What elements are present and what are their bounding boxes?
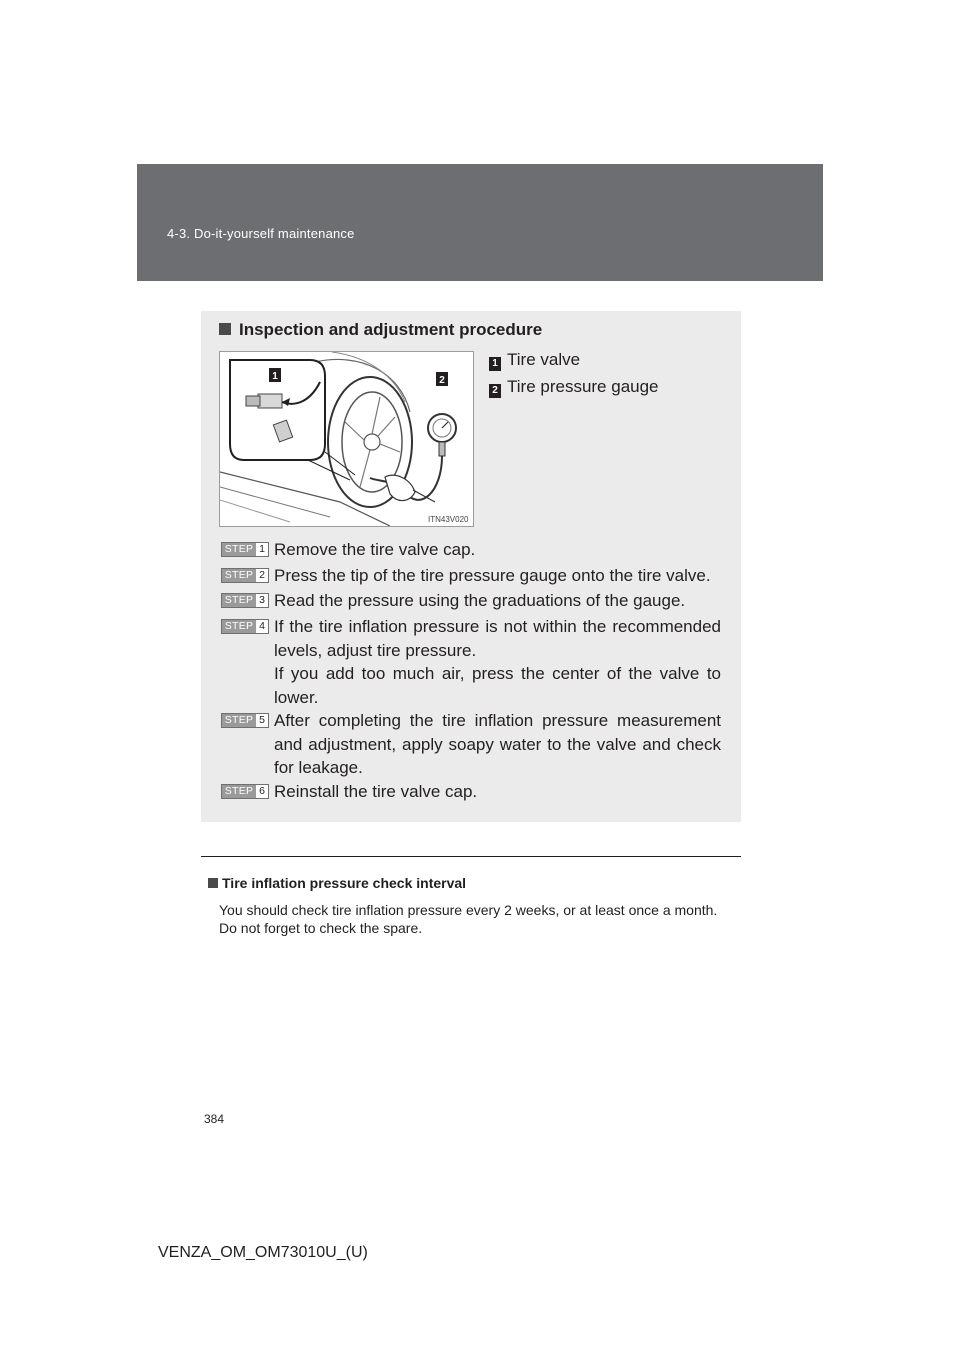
callout-2 <box>489 377 659 397</box>
section-divider <box>201 856 741 857</box>
step-4 <box>221 615 721 709</box>
step-text: If the tire inflation pressure is not within the recommended levels, adjust tire pressure. <box>274 617 721 660</box>
step-badge: STEP 2 <box>221 568 269 583</box>
document-code: VENZA_OM_OM73010U_(U) <box>158 1244 368 1261</box>
step-text: Read the pressure using the graduations of the gauge. <box>274 591 686 610</box>
note-line: You should check tire inflation pressure every 2 weeks, or at least once a month. <box>219 902 718 918</box>
callout-number-badge: 1 <box>489 357 501 371</box>
note-body <box>219 901 741 937</box>
figure-code: ITN43V020 <box>428 515 469 524</box>
step-badge: STEP 3 <box>221 593 269 608</box>
step-badge: STEP 4 <box>221 619 269 634</box>
svg-text:2: 2 <box>439 375 445 386</box>
callout-label: Tire valve <box>507 350 581 369</box>
step-text: Press the tip of the tire pressure gauge onto the tire valve. <box>274 566 711 585</box>
note-title: Tire inflation pressure check interval <box>222 875 467 891</box>
note-line: Do not forget to check the spare. <box>219 920 423 936</box>
callout-1 <box>489 350 580 370</box>
callout-number-badge: 2 <box>489 384 501 398</box>
callout-label: Tire pressure gauge <box>507 377 659 396</box>
tire-illustration <box>219 351 474 527</box>
step-badge: STEP 6 <box>221 784 269 799</box>
tire-gauge-drawing <box>220 352 473 526</box>
square-bullet-icon <box>219 323 231 335</box>
procedure-title: Inspection and adjustment procedure <box>239 320 543 339</box>
section-title: 4-3. Do-it-yourself maintenance <box>167 226 355 241</box>
step-badge: STEP 5 <box>221 713 269 728</box>
header-band <box>137 164 823 281</box>
svg-text:1: 1 <box>272 371 278 382</box>
step-6 <box>221 780 721 804</box>
square-bullet-icon <box>208 878 218 888</box>
step-1 <box>221 538 721 562</box>
procedure-heading <box>219 320 542 340</box>
step-badge: STEP 1 <box>221 542 269 557</box>
note-heading <box>208 875 466 891</box>
step-text: Remove the tire valve cap. <box>274 540 476 559</box>
step-3 <box>221 589 721 613</box>
step-text: After completing the tire inflation pressure measurement and adjustment, apply soapy water to the valve and check for leakage. <box>274 711 721 777</box>
step-5 <box>221 709 721 780</box>
step-text: Reinstall the tire valve cap. <box>274 782 478 801</box>
step-text-continued: If you add too much air, press the center of the valve to lower. <box>274 664 721 707</box>
step-2 <box>221 564 721 588</box>
page-number: 384 <box>204 1112 225 1126</box>
